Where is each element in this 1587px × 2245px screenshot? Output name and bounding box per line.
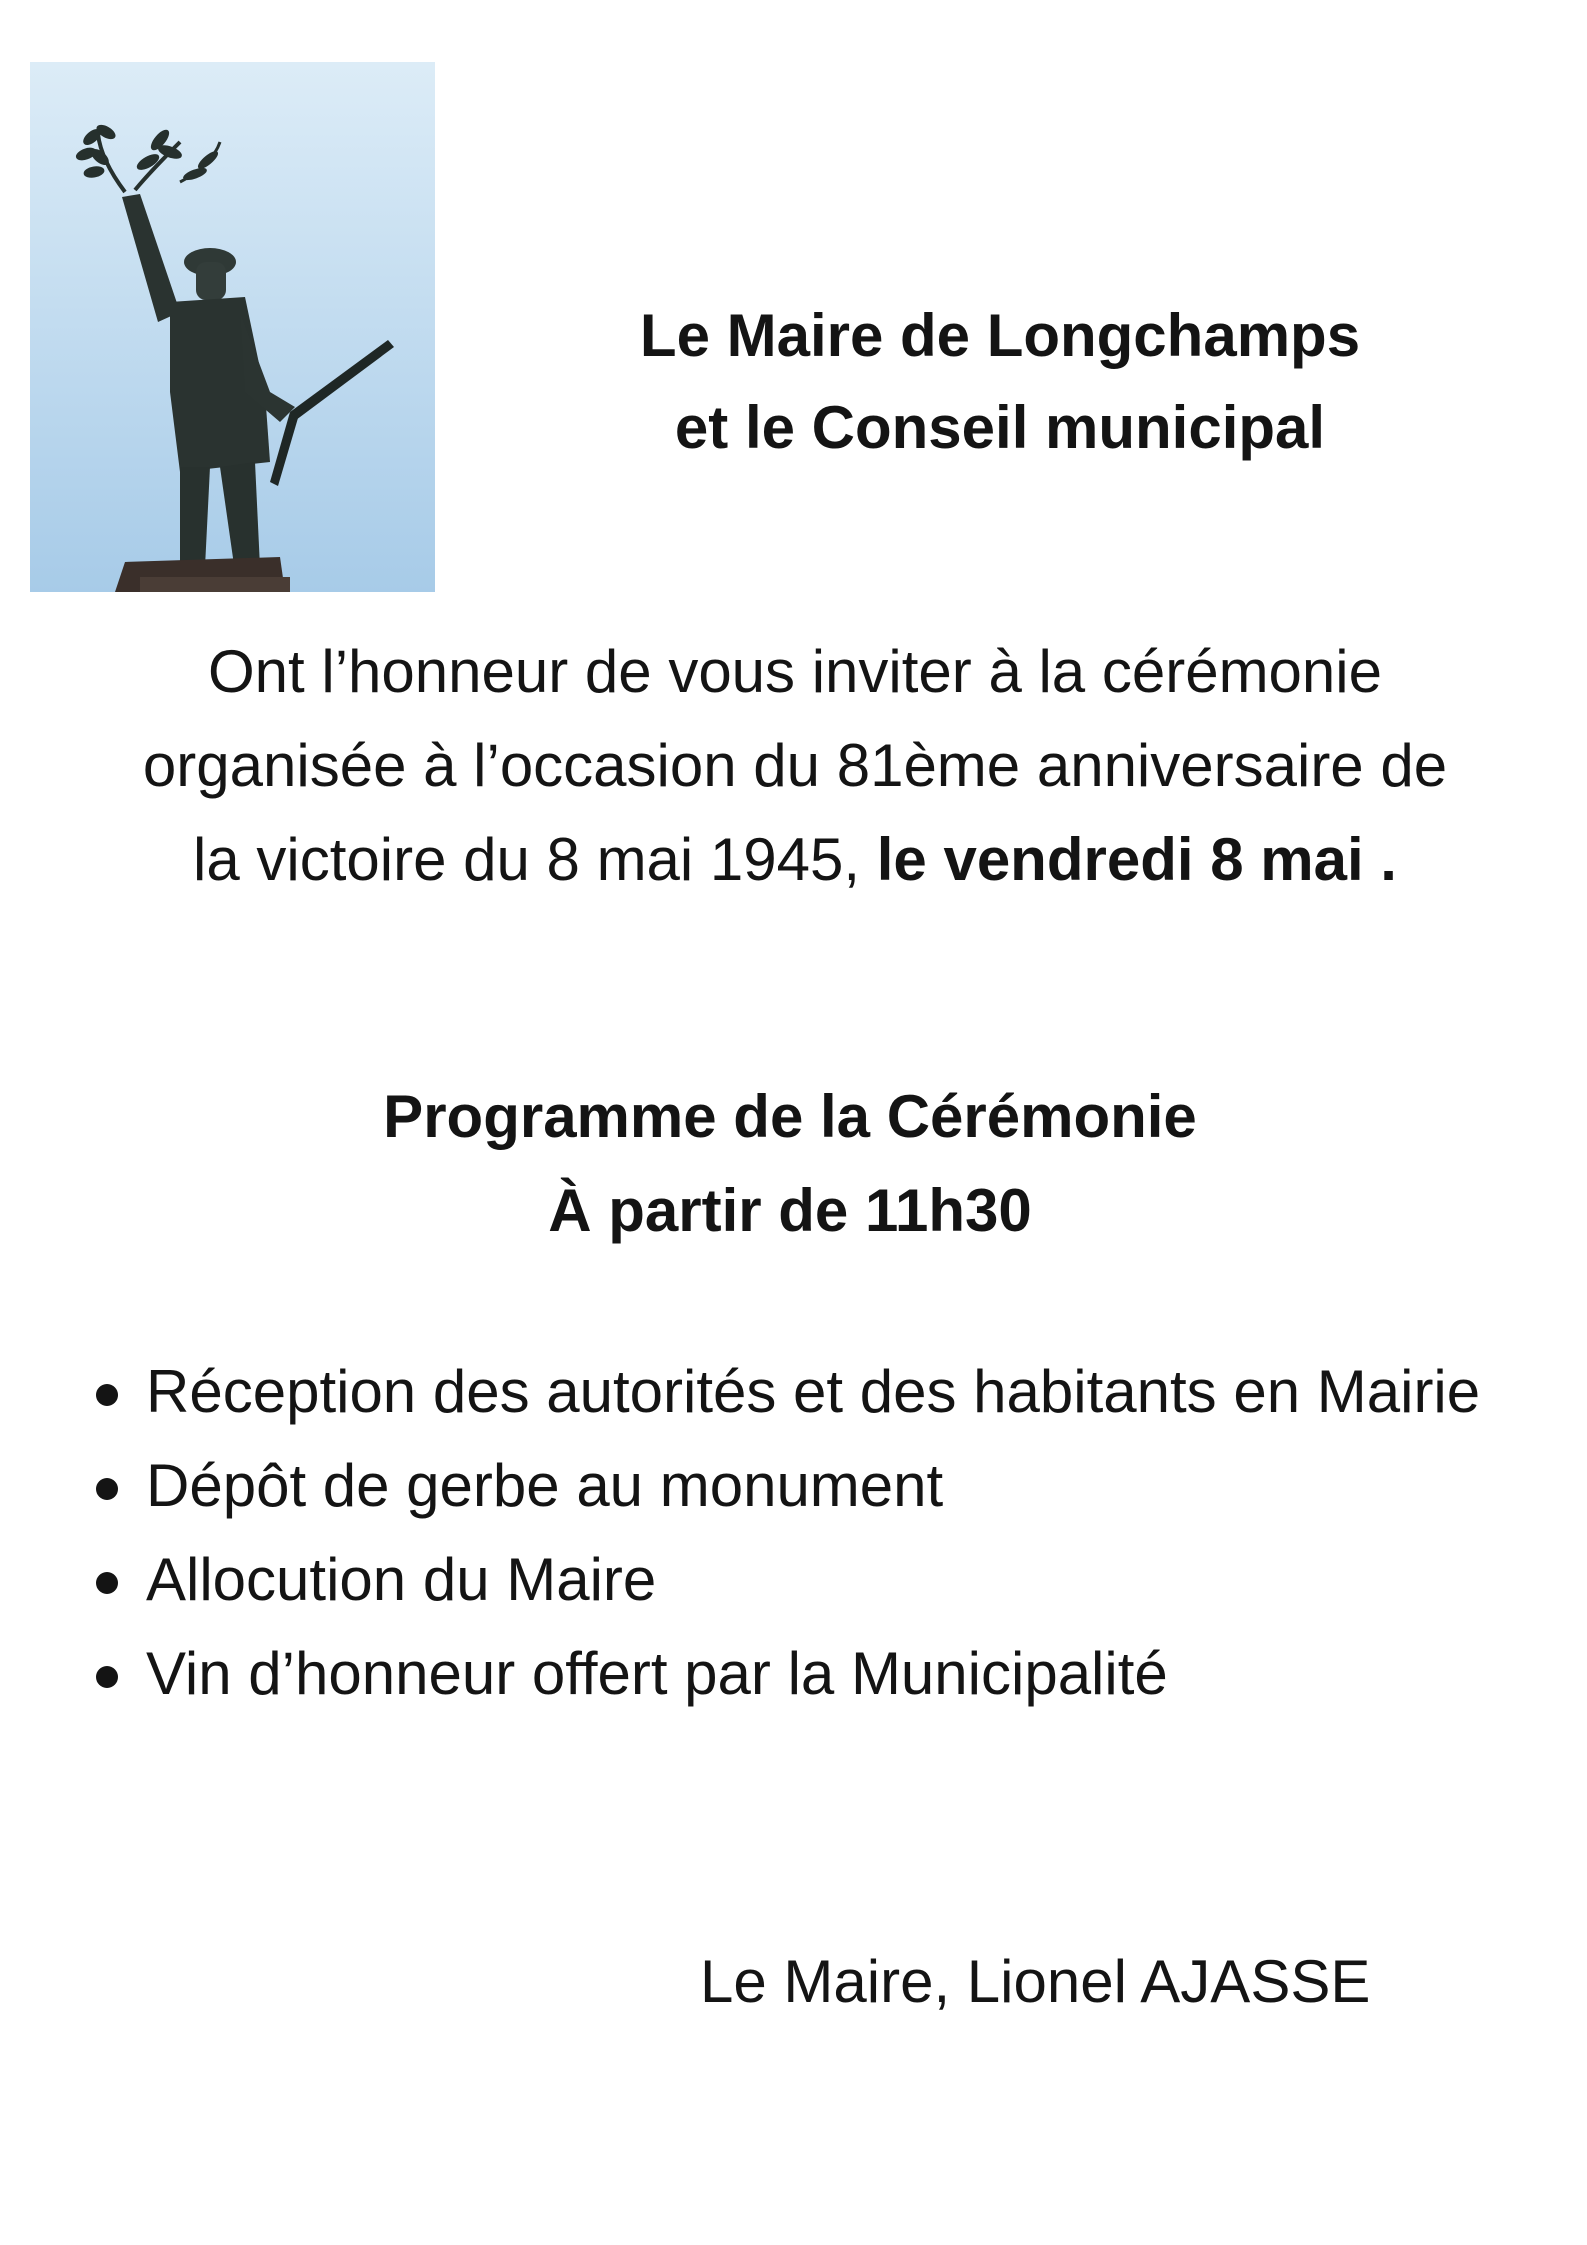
bullet-icon (96, 1384, 118, 1406)
intro-line-3 (20, 813, 1570, 907)
program-title: Programme de la Cérémonie (383, 1083, 1197, 1150)
list-item-text: Réception des autorités et des habitants en Mairie (146, 1358, 1481, 1425)
war-memorial-photo (30, 62, 435, 592)
heading-line-1: Le Maire de Longchamps (639, 302, 1361, 369)
program-start-time: À partir de 11h30 (548, 1177, 1032, 1244)
list-item-text: Vin d’honneur offert par la Municipalité (146, 1640, 1168, 1707)
intro-line-1: Ont l’honneur de vous inviter à la cérémonie (208, 638, 1382, 705)
list-item (90, 1345, 1530, 1439)
mayor-signature: Le Maire, Lionel AJASSE (700, 1948, 1371, 2015)
list-item (90, 1533, 1530, 1627)
list-item (90, 1627, 1530, 1721)
bullet-icon (96, 1572, 118, 1594)
list-item-text: Allocution du Maire (146, 1546, 657, 1613)
intro-line-3-text: la victoire du 8 mai 1945, (193, 826, 877, 893)
list-item-text: Dépôt de gerbe au monument (146, 1452, 944, 1519)
list-item (90, 1439, 1530, 1533)
event-date: le vendredi 8 mai . (876, 826, 1397, 893)
intro-line-2: organisée à l’occasion du 81ème anniversaire de (142, 732, 1448, 799)
program-heading (140, 1070, 1440, 1258)
bullet-icon (96, 1478, 118, 1500)
invitation-heading (520, 290, 1480, 474)
program-items-list (90, 1345, 1530, 1721)
soldier-statue-illustration (30, 62, 435, 592)
bullet-icon (96, 1666, 118, 1688)
heading-line-2: et le Conseil municipal (674, 394, 1326, 461)
invitation-text (20, 625, 1570, 907)
